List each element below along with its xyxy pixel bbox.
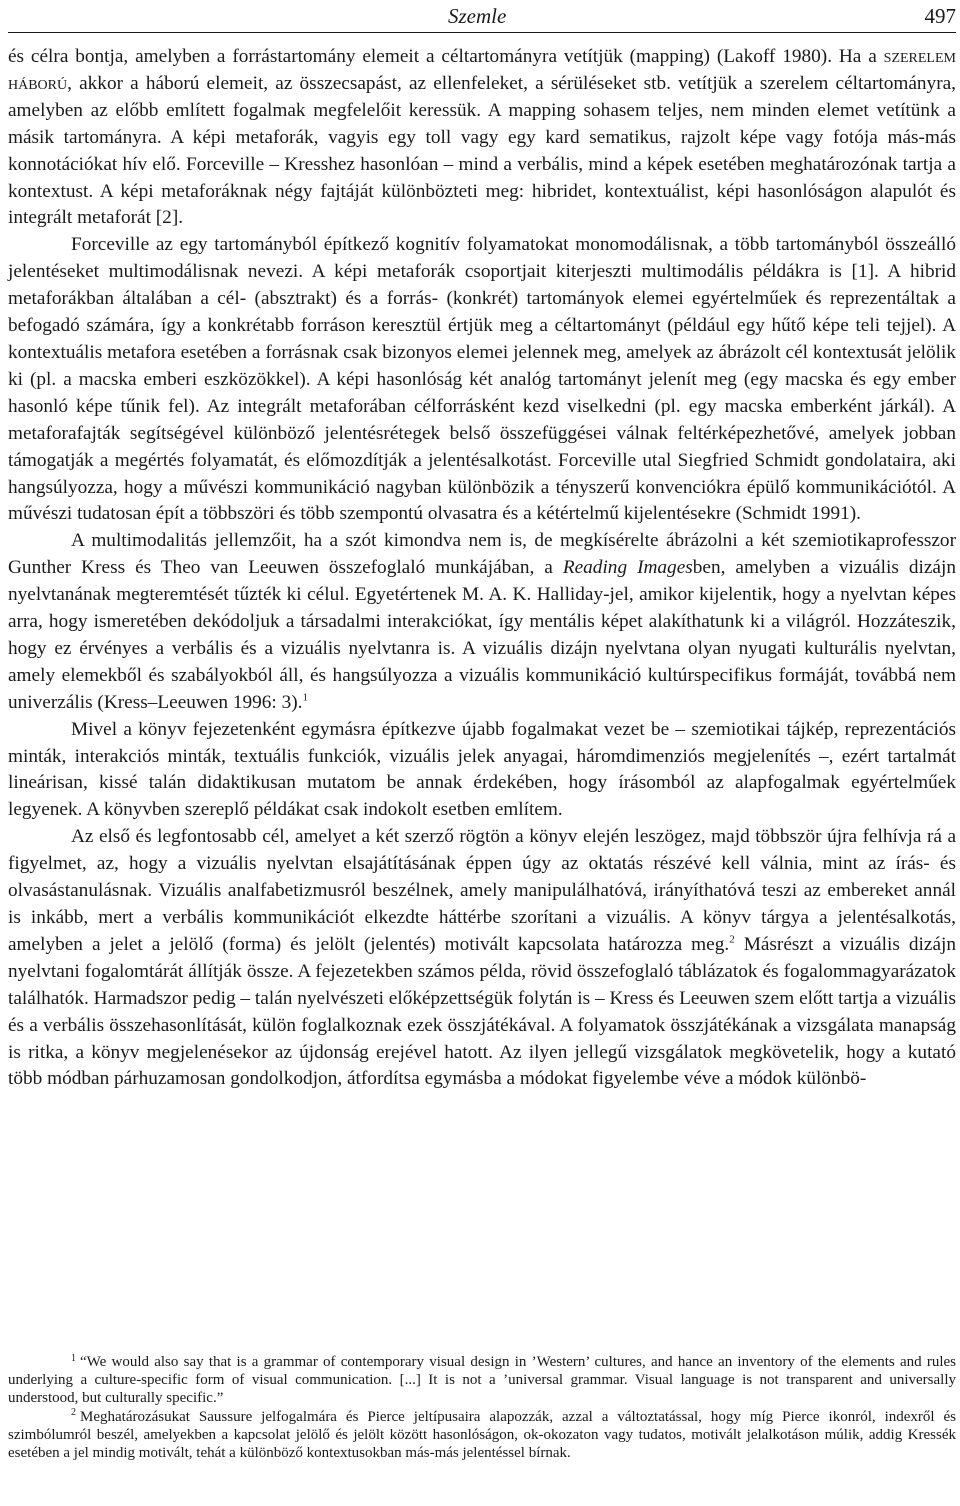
footnote-2: [8, 1408, 956, 1463]
book-title-italic: Reading Images: [562, 557, 693, 579]
paragraph-3: [8, 528, 956, 716]
footnote-2-number: 2: [71, 1407, 76, 1419]
footnote-2-text: Meghatározásukat Saussure jelfogalmára és Pierce jeltípusaira alapozzák, azzal a változtatással, hogy míg Pierce ikonról, indexről és szimbólumról beszél, amelyekben a kapcsolat jelölő és jelölt között hasonlóságon, ok-okozaton vagy tudatos, motivált jelalkotáson múlik, addig Kressék esetében a jel mindig motivált, tehát a különböző kontextusokban más-más jelentéssel bírnak.: [8, 1408, 956, 1462]
paragraph-5-text-b: Másrészt a vizuális dizájn nyelvtani fogalomtárát állítják össze. A fejezetekben számos példa, rövid összefoglaló táblázatok és fogalommagyarázatok találhatók. Harmadszor pedig – talán nyelvészeti előképzettségük folytán is – Kress és Leeuwen szem előtt tartja a vizuális és a verbális összehasonlítását, külön foglalkoznak ezek összjátékával. A folyamatok összjátékának a vizsgálata manapság is ritka, a könyv megjelenésekor az újdonság erejével hatott. Az ilyen jellegű vizsgálatok megkövetelik, hogy a kutató több módban párhuzamosan gondolkodjon, átfordítsa egymásba a módokat figyelembe véve a módok különbö-: [8, 933, 957, 1090]
footnote-ref-2[interactable]: 2: [729, 933, 735, 946]
journal-page: [8, 0, 956, 1506]
footnote-1-text: “We would also say that is a grammar of contemporary visual design in ’Western’ cultures, and hance an inventory of the elements and rules underlying a culture-specific form of visual communication. [...] It is not a ’universal grammar. Visual language is not transparent and universally understood, but culturally specific.”: [8, 1354, 956, 1407]
paragraph-2: Forceville az egy tartományból építkező kognitív folyamatokat monomodálisnak, a több tartományból összeálló jelentéseket multimodálisnak nevezi. A képi metaforák csoportjait kiterjeszti multimodális példákra is [1]. A hibrid metaforákban általában a cél- (absztrakt) és a forrás- (konkrét) tartományok elemei egyértelműek és reprezentáltak a befogadó számára, így a konkrétabb forráson keresztül értjük meg a céltartományt (például egy hűtő képe teli tejjel). A kontextuális metafora esetében a forrásnak csak bizonyos elemei jelennek meg, amelyek az ábrázolt cél kontextusát jelölik ki (pl. a macska emberi eszközökkel). A képi hasonlóság két analóg tartományt jelenít meg (egy macska és egy ember hasonló képe tűnik fel). Az integrált metaforában célforrásként kezd viselkedni (pl. egy macska emberként járkál). A metaforafajták segítségével különböző jelentésrétegek belső összefüggései válnak feltérképezhetővé, amelyek jobban támogatják a megértés folyamatát, és előmozdítják a jelentésalkotást. Forceville utal Siegfried Schmidt gondolataira, aki hangsúlyozza, hogy a művészi kommunikáció nagyban különbözik a tényszerű konvenciókra épülő kommunikációtól. A művészi tudatosan épít a többszöri és több szempontú olvasatra és a kétértelmű kijelentésekre (Schmidt 1991).: [8, 234, 956, 525]
paragraph-5-text-a: Az első és legfontosabb cél, amelyet a két szerző rögtön a könyv elején leszögez, majd többször újra felhívja rá a figyelmet, az, hogy a vizuális nyelvtan elsajátításának éppen úgy az oktatás részévé kell válnia, mint az írás- és olvasástanulásnak. Vizuális analfabetizmusról beszélnek, amely manipulálhatóvá, irányíthatóvá teszi az embereket annál is inkább, mert a verbális kommunikációt elkezdte háttérbe szorítani a vizuális. A könyv tárgya a jelentésalkotás, amelyben a jelet a jelölő (forma) és jelölt (jelentés) motivált kapcsolata határozza meg.: [8, 826, 956, 955]
footnote-ref-1[interactable]: 1: [302, 691, 308, 704]
paragraph-1-text-b: , akkor a háború elemeit, az összecsapást, az ellenfeleket, a sérüléseket stb. vetítjük a szerelem céltartományra, amelyben az előbb említett fogalmak megfelelőit keressük. A mapping sohasem teljes, nem minden elemet vetítünk a másik tartományra. A képi metaforák, vagyis egy toll vagy egy kard sematikus, rajzolt képe vagy fotója más-más konnotációkat hív elő. Forceville – Kresshez hasonlóan – mind a verbális, mind a képek esetében meghatározónak tartja a kontextust. A képi metaforáknak négy fajtáját különbözteti meg: hibridet, kontextuálist, képi hasonlóságon alapulót és integrált metaforát [2].: [8, 72, 956, 229]
metaphor-small-caps: szerelem háború: [8, 46, 956, 94]
page-number: 497: [924, 4, 956, 28]
paragraph-1: [8, 44, 956, 232]
footnotes: [8, 1353, 956, 1462]
paragraph-3-text-b: ben, amelyben a vizuális dizájn nyelvtanának megteremtését tűzték ki célul. Egyetértenek M. A. K. Halliday-jel, amikor kijelentik, hogy a nyelvtan képes arra, hogy ismeretében dekódoljuk a társadalmi interakciókat, így mentális képet alakíthatunk ki a világról. Hozzáteszik, hogy ez érvényes a verbális és a vizuális nyelvtanra is. A vizuális dizájn nyelvtana olyan nyugati kulturális nyelvtan, amely elemekből és szabályokból áll, és hangsúlyozza a vizuális kommunikáció kultúrspecifikus formáját, továbbá nem univerzális (Kress–Leeuwen 1996: 3).: [8, 557, 956, 713]
paragraph-3-text-a: A multimodalitás jellemzőit, ha a szót kimondva nem is, de megkísérelte ábrázolni a két szemiotikaprofesszor Gunther Kress és Theo van Leeuwen összefoglaló munkájában, a: [8, 530, 956, 579]
article-body: [8, 44, 956, 1093]
running-head: [8, 2, 956, 33]
paragraph-5: [8, 824, 956, 1093]
paragraph-1-text-a: és célra bontja, amelyben a forrástartomány elemeit a céltartományra vetítjük (mapping) (Lakoff 1980). Ha a: [8, 46, 884, 67]
paragraph-4: Mivel a könyv fejezetenként egymásra építkezve újabb fogalmakat vezet be – szemiotikai tájkép, reprezentációs minták, interakciós minták, textuális funkciók, vizuális jelek anyagai, háromdimenziós megjelenítés –, ezért tartalmát lineárisan, kissé talán didaktikusan mutatom be annak érdekében, hogy írásomból az alapfogalmak egyértelműek legyenek. A könyvben szereplő példákat csak indokolt esetben említem.: [8, 718, 956, 821]
footnote-1: [8, 1353, 956, 1408]
journal-title: Szemle: [448, 4, 507, 28]
footnote-1-number: 1: [71, 1352, 76, 1364]
